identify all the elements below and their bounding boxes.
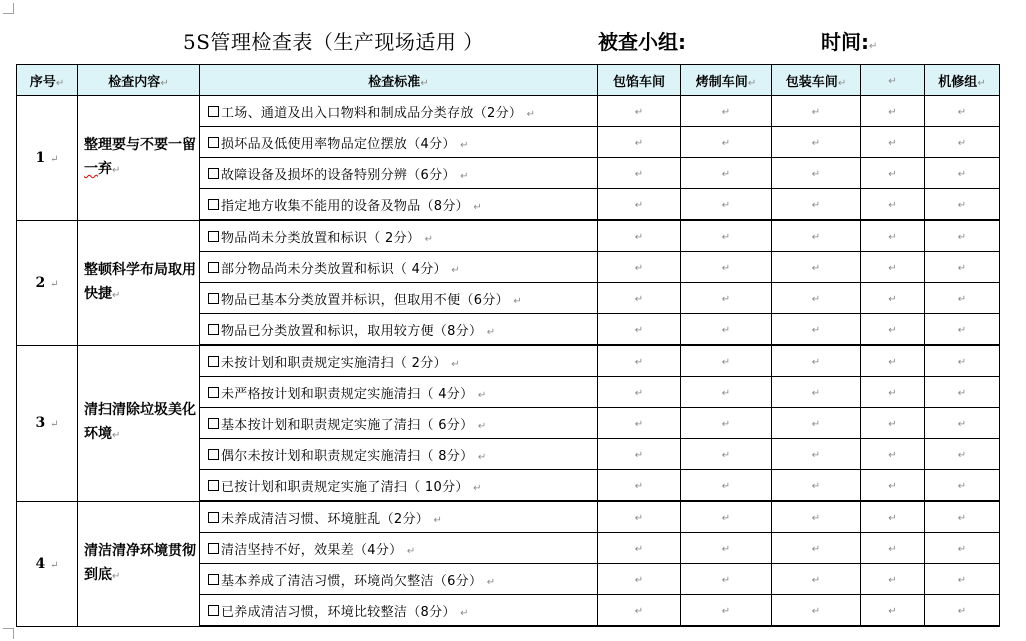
score-packing-workshop[interactable]: ↵ <box>772 252 861 283</box>
score-maintenance[interactable]: ↵ <box>925 533 1000 564</box>
header-filling-workshop[interactable]: 包馅车间 <box>598 65 681 96</box>
check-criterion[interactable]: 已按计划和职责规定实施了清扫（ 10分） ↵ <box>200 470 598 502</box>
score-blank[interactable]: ↵ <box>861 127 925 158</box>
score-filling-workshop[interactable]: ↵ <box>598 158 681 189</box>
header-content[interactable]: 检查内容↵ <box>78 65 200 96</box>
inspected-group-label[interactable]: 被查小组: <box>598 30 686 54</box>
score-filling-workshop[interactable]: ↵ <box>598 377 681 408</box>
score-baking-workshop[interactable]: ↵ <box>681 127 772 158</box>
score-baking-workshop[interactable]: ↵ <box>681 96 772 127</box>
score-filling-workshop[interactable]: ↵ <box>598 533 681 564</box>
score-baking-workshop[interactable]: ↵ <box>681 564 772 595</box>
score-maintenance[interactable]: ↵ <box>925 470 1000 502</box>
score-packing-workshop[interactable]: ↵ <box>772 158 861 189</box>
score-packing-workshop[interactable]: ↵ <box>772 220 861 252</box>
checkbox-icon[interactable] <box>208 480 219 491</box>
score-filling-workshop[interactable]: ↵ <box>598 314 681 346</box>
checkbox-icon[interactable] <box>208 106 219 117</box>
score-packing-workshop[interactable]: ↵ <box>772 189 861 221</box>
check-criterion[interactable]: 未按计划和职责规定实施清扫（ 2分） ↵ <box>200 345 598 377</box>
score-baking-workshop[interactable]: ↵ <box>681 470 772 502</box>
score-filling-workshop[interactable]: ↵ <box>598 564 681 595</box>
title-row <box>0 26 1026 56</box>
checkbox-icon[interactable] <box>208 293 219 304</box>
score-baking-workshop[interactable]: ↵ <box>681 595 772 627</box>
checkbox-icon[interactable] <box>208 199 219 210</box>
check-criterion[interactable]: 偶尔未按计划和职责规定实施清扫（ 8分） ↵ <box>200 439 598 470</box>
score-blank[interactable]: ↵ <box>861 595 925 627</box>
score-blank[interactable]: ↵ <box>861 96 925 127</box>
check-criterion[interactable]: 指定地方收集不能用的设备及物品（8分） ↵ <box>200 189 598 221</box>
score-packing-workshop[interactable]: ↵ <box>772 314 861 346</box>
checkbox-icon[interactable] <box>208 418 219 429</box>
item-number[interactable]: 1 ↵ <box>17 96 78 221</box>
check-criterion[interactable]: 已养成清洁习惯，环境比较整洁（8分） ↵ <box>200 595 598 627</box>
checkbox-icon[interactable] <box>208 262 219 273</box>
score-filling-workshop[interactable]: ↵ <box>598 345 681 377</box>
score-maintenance[interactable]: ↵ <box>925 314 1000 346</box>
score-packing-workshop[interactable]: ↵ <box>772 501 861 533</box>
score-filling-workshop[interactable]: ↵ <box>598 470 681 502</box>
checkbox-icon[interactable] <box>208 574 219 585</box>
score-baking-workshop[interactable]: ↵ <box>681 501 772 533</box>
score-maintenance[interactable]: ↵ <box>925 127 1000 158</box>
score-maintenance[interactable]: ↵ <box>925 189 1000 221</box>
score-filling-workshop[interactable]: ↵ <box>598 189 681 221</box>
score-baking-workshop[interactable]: ↵ <box>681 345 772 377</box>
item-number[interactable]: 2 ↵ <box>17 220 78 345</box>
header-seq[interactable]: 序号↵ <box>17 65 78 96</box>
document-title[interactable]: 5S管理检查表（生产现场适用 ） <box>183 30 484 54</box>
score-maintenance[interactable]: ↵ <box>925 220 1000 252</box>
checkbox-icon[interactable] <box>208 387 219 398</box>
score-filling-workshop[interactable]: ↵ <box>598 408 681 439</box>
score-maintenance[interactable]: ↵ <box>925 283 1000 314</box>
check-criterion[interactable]: 部分物品尚未分类放置和标识（ 4分） ↵ <box>200 252 598 283</box>
time-label[interactable]: 时间:↵ <box>821 30 878 54</box>
checkbox-icon[interactable] <box>208 356 219 367</box>
checkbox-icon[interactable] <box>208 137 219 148</box>
table-body <box>17 96 1000 627</box>
score-packing-workshop[interactable]: ↵ <box>772 533 861 564</box>
score-blank[interactable]: ↵ <box>861 408 925 439</box>
check-criterion[interactable]: 工场、通道及出入口物料和制成品分类存放（2分） ↵ <box>200 96 598 127</box>
score-maintenance[interactable]: ↵ <box>925 501 1000 533</box>
header-blank[interactable]: ↵ <box>861 65 925 96</box>
score-packing-workshop[interactable]: ↵ <box>772 96 861 127</box>
score-blank[interactable]: ↵ <box>861 533 925 564</box>
score-filling-workshop[interactable]: ↵ <box>598 127 681 158</box>
score-baking-workshop[interactable]: ↵ <box>681 220 772 252</box>
score-maintenance[interactable]: ↵ <box>925 252 1000 283</box>
spellcheck-underline: 一 <box>84 160 98 177</box>
check-criterion[interactable]: 基本按计划和职责规定实施了清扫（ 6分） ↵ <box>200 408 598 439</box>
table-row <box>17 96 1000 127</box>
paragraph-mark: ↵ <box>869 41 878 52</box>
checkbox-icon[interactable] <box>208 543 219 554</box>
score-packing-workshop[interactable]: ↵ <box>772 283 861 314</box>
score-baking-workshop[interactable]: ↵ <box>681 408 772 439</box>
check-criterion[interactable]: 损坏品及低使用率物品定位摆放（4分） ↵ <box>200 127 598 158</box>
check-criterion[interactable]: 故障设备及损坏的设备特别分辨（6分） ↵ <box>200 158 598 189</box>
score-maintenance[interactable]: ↵ <box>925 377 1000 408</box>
table-row <box>17 220 1000 252</box>
check-content[interactable]: 清洁清净环境贯彻到底↵ <box>78 501 200 626</box>
page-corner-top <box>3 3 14 14</box>
score-packing-workshop[interactable]: ↵ <box>772 127 861 158</box>
score-baking-workshop[interactable]: ↵ <box>681 283 772 314</box>
score-baking-workshop[interactable]: ↵ <box>681 189 772 221</box>
header-baking-workshop[interactable]: 烤制车间↵ <box>681 65 772 96</box>
score-blank[interactable]: ↵ <box>861 439 925 470</box>
score-blank[interactable]: ↵ <box>861 314 925 346</box>
score-baking-workshop[interactable]: ↵ <box>681 439 772 470</box>
score-maintenance[interactable]: ↵ <box>925 595 1000 627</box>
score-packing-workshop[interactable]: ↵ <box>772 345 861 377</box>
check-content[interactable]: 清扫清除垃圾美化环境↵ <box>78 345 200 501</box>
score-packing-workshop[interactable]: ↵ <box>772 564 861 595</box>
score-baking-workshop[interactable]: ↵ <box>681 533 772 564</box>
check-criterion[interactable]: 物品尚未分类放置和标识（ 2分） ↵ <box>200 220 598 252</box>
score-maintenance[interactable]: ↵ <box>925 408 1000 439</box>
check-criterion[interactable]: 未严格按计划和职责规定实施清扫（ 4分） ↵ <box>200 377 598 408</box>
score-filling-workshop[interactable]: ↵ <box>598 96 681 127</box>
table-row <box>17 501 1000 533</box>
checkbox-icon[interactable] <box>208 512 219 523</box>
score-baking-workshop[interactable]: ↵ <box>681 158 772 189</box>
score-maintenance[interactable]: ↵ <box>925 564 1000 595</box>
checkbox-icon[interactable] <box>208 324 219 335</box>
score-blank[interactable]: ↵ <box>861 189 925 221</box>
header-maintenance[interactable]: 机修组↵ <box>925 65 1000 96</box>
score-maintenance[interactable]: ↵ <box>925 345 1000 377</box>
check-criterion[interactable]: 物品已基本分类放置并标识，但取用不便（6分） ↵ <box>200 283 598 314</box>
score-blank[interactable]: ↵ <box>861 220 925 252</box>
checkbox-icon[interactable] <box>208 231 219 242</box>
item-number[interactable]: 4 ↵ <box>17 501 78 626</box>
score-maintenance[interactable]: ↵ <box>925 158 1000 189</box>
score-blank[interactable]: ↵ <box>861 377 925 408</box>
item-number[interactable]: 3 ↵ <box>17 345 78 501</box>
score-packing-workshop[interactable]: ↵ <box>772 595 861 627</box>
score-blank[interactable]: ↵ <box>861 501 925 533</box>
score-packing-workshop[interactable]: ↵ <box>772 439 861 470</box>
checkbox-icon[interactable] <box>208 168 219 179</box>
table-row <box>17 345 1000 377</box>
score-blank[interactable]: ↵ <box>861 158 925 189</box>
score-blank[interactable]: ↵ <box>861 345 925 377</box>
inspection-table <box>16 64 1000 627</box>
score-blank[interactable]: ↵ <box>861 283 925 314</box>
header-packing-workshop[interactable]: 包装车间↵ <box>772 65 861 96</box>
score-packing-workshop[interactable]: ↵ <box>772 470 861 502</box>
score-filling-workshop[interactable]: ↵ <box>598 501 681 533</box>
check-criterion[interactable]: 基本养成了清洁习惯，环境尚欠整洁（6分） ↵ <box>200 564 598 595</box>
score-packing-workshop[interactable]: ↵ <box>772 377 861 408</box>
score-blank[interactable]: ↵ <box>861 252 925 283</box>
score-blank[interactable]: ↵ <box>861 564 925 595</box>
score-filling-workshop[interactable]: ↵ <box>598 283 681 314</box>
check-content[interactable]: 整理要与不要一留一弃↵ <box>78 96 200 221</box>
header-criteria[interactable]: 检查标准↵ <box>200 65 598 96</box>
score-filling-workshop[interactable]: ↵ <box>598 439 681 470</box>
checkbox-icon[interactable] <box>208 449 219 460</box>
check-criterion[interactable]: 物品已分类放置和标识，取用较方便（8分） ↵ <box>200 314 598 346</box>
score-maintenance[interactable]: ↵ <box>925 96 1000 127</box>
score-blank[interactable]: ↵ <box>861 470 925 502</box>
score-filling-workshop[interactable]: ↵ <box>598 220 681 252</box>
score-baking-workshop[interactable]: ↵ <box>681 377 772 408</box>
score-baking-workshop[interactable]: ↵ <box>681 252 772 283</box>
check-content[interactable]: 整顿科学布局取用快捷↵ <box>78 220 200 345</box>
score-maintenance[interactable]: ↵ <box>925 439 1000 470</box>
check-criterion[interactable]: 清洁坚持不好，效果差（4分） ↵ <box>200 533 598 564</box>
score-packing-workshop[interactable]: ↵ <box>772 408 861 439</box>
header-row <box>17 65 1000 96</box>
page-corner-bottom <box>3 628 14 639</box>
score-baking-workshop[interactable]: ↵ <box>681 314 772 346</box>
score-filling-workshop[interactable]: ↵ <box>598 595 681 627</box>
checkbox-icon[interactable] <box>208 605 219 616</box>
score-filling-workshop[interactable]: ↵ <box>598 252 681 283</box>
check-criterion[interactable]: 未养成清洁习惯、环境脏乱（2分） ↵ <box>200 501 598 533</box>
